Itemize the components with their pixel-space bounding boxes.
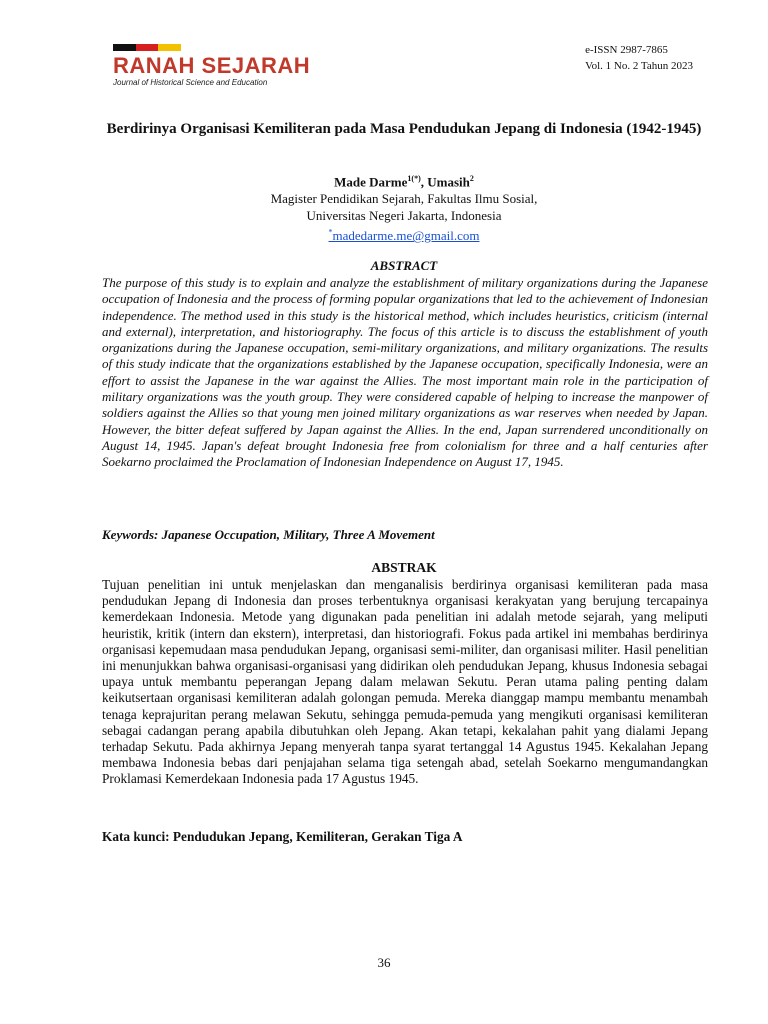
author-2-mark: 2 bbox=[469, 174, 474, 183]
affiliation-line-1: Magister Pendidikan Sejarah, Fakultas Ilmu Sosial, bbox=[270, 191, 538, 206]
logo-bar-red bbox=[136, 44, 159, 51]
email-link[interactable] bbox=[329, 228, 480, 243]
author-2: Umasih bbox=[427, 174, 470, 190]
email-mark: * bbox=[328, 228, 333, 237]
logo-bar-black bbox=[113, 44, 136, 51]
affiliation-line-2: Universitas Negeri Jakarta, Indonesia bbox=[306, 208, 502, 223]
logo-name: RANAH SEJARAH bbox=[113, 53, 311, 78]
article-title: Berdirinya Organisasi Kemiliteran pada Masa Pendudukan Jepang di Indonesia (1942-1945) bbox=[106, 121, 702, 137]
email-line bbox=[100, 224, 708, 244]
email-address: madedarme.me@gmail.com bbox=[332, 228, 480, 244]
author-1: Made Darme bbox=[334, 174, 408, 190]
page-number: 36 bbox=[377, 955, 391, 970]
keywords-id: Kata kunci: Pendudukan Jepang, Kemiliteran, Gerakan Tiga A bbox=[102, 829, 463, 844]
logo-bar-yellow bbox=[158, 44, 181, 51]
abstract-body: The purpose of this study is to explain and analyze the establishment of military organizations during the Japanese occupation of Indonesia and the process of forming popular organizations that led to the achievement of Indonesian independence. The method used in this study is the historical method, which includes heuristics, criticism (internal and external), interpretation, and historiography. The focus of this article is to discuss the establishment of youth organizations during the Japanese occupation, semi-military organizations, and military organizations. The results of this study indicate that the organizations established by the Japanese occupation, specifically Indonesia, were an effort to assist the Japanese in the war against the Allies. The most important main role in the participation of military organizations was the youth group. They were considered capable of helping to increase the manpower of soldiers against the Allies so that young men joined military organizations as war reserves when needed by Japan. However, the bitter defeat suffered by Japan against the Allies. In the end, Japan surrendered unconditionally on August 14, 1945. Japan's defeat brought Indonesia free from colonialism for three and a half centuries after Soekarno proclaimed the Proclamation of Indonesian Independence on August 17, 1945. bbox=[102, 275, 708, 470]
abstrak-heading: ABSTRAK bbox=[371, 560, 437, 575]
affiliation bbox=[100, 190, 708, 244]
authors: Made Darme$^{1(*)}$, Umasih$^2$ bbox=[334, 174, 474, 190]
abstract-heading: ABSTRACT bbox=[370, 258, 438, 273]
journal-logo bbox=[113, 44, 313, 92]
author-1-mark: 1(*) bbox=[407, 174, 421, 183]
logo-color-bars bbox=[113, 44, 181, 51]
keywords-en: Keywords: Japanese Occupation, Military, Three A Movement bbox=[102, 527, 435, 542]
journal-meta bbox=[585, 42, 693, 74]
logo-subtitle: Journal of Historical Science and Education bbox=[113, 78, 268, 87]
volume-issue: Vol. 1 No. 2 Tahun 2023 bbox=[585, 60, 693, 72]
abstrak-body: Tujuan penelitian ini untuk menjelaskan dan menganalisis berdirinya organisasi kemiliteran pada masa pendudukan Jepang di Indonesia dan proses terbentuknya organisasi kerakyatan yang berujung tercapainya kemerdekaan Indonesia. Metode yang digunakan pada penelitian ini adalah metode sejarah, yang meliputi heuristik, kritik (intern dan ekstern), interpretasi, dan historiografi. Fokus pada artikel ini membahas berdirinya organisasi kepemudaan masa pendudukan Jepang, organisasi semi-militer, dan organisasi militer. Hasil penelitian ini menunjukkan bahwa organisasi-organisasi yang didirikan oleh pendudukan Jepang, khusus Indonesia sebagai upaya untuk membantu peperangan Jepang dalam melawan Sekutu. Peran utama paling penting dalam keikutsertaan organisasi kemiliteran adalah golongan pemuda. Mereka dianggap mampu membantu menambah tenaga keprajuritan perang melawan Sekutu, sehingga pemuda-pemuda yang mengikuti organisasi kemiliteran sebagai cadangan perang apabila dibutuhkan oleh Jepang. Akan tetapi, kekalahan pahit yang dialami Jepang terhadap Sekutu. Pada akhirnya Jepang menyerah tanpa syarat tertanggal 14 Agustus 1945. Kekalahan Jepang membawa Indonesia bebas dari penjajahan selama tiga setengah abad, setelah Soekarno mengumandangkan Proklamasi Kemerdekaan Indonesia pada 17 Agustus 1945. bbox=[102, 577, 708, 787]
eissn: e-ISSN 2987-7865 bbox=[585, 44, 668, 56]
